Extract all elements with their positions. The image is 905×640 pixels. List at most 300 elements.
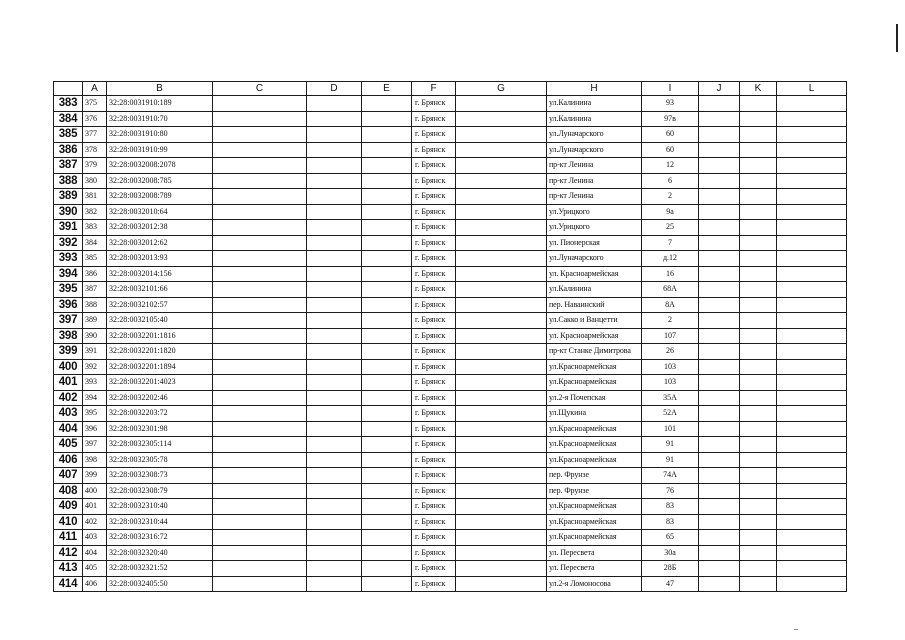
- cell-a[interactable]: 391: [83, 344, 107, 360]
- cell-g[interactable]: [456, 390, 547, 406]
- cell-h-street[interactable]: ул.Красноармейская: [547, 452, 642, 468]
- cell-g[interactable]: [456, 514, 547, 530]
- cell-e[interactable]: [362, 220, 412, 236]
- row-number-cell[interactable]: 408: [54, 483, 83, 499]
- cell-g[interactable]: [456, 220, 547, 236]
- cell-g[interactable]: [456, 576, 547, 592]
- row-number-cell[interactable]: 396: [54, 297, 83, 313]
- cell-f-city[interactable]: г. Брянск: [412, 127, 456, 143]
- cell-e[interactable]: [362, 189, 412, 205]
- cell-g[interactable]: [456, 266, 547, 282]
- cell-a[interactable]: 386: [83, 266, 107, 282]
- cell-k[interactable]: [740, 468, 777, 484]
- row-number-cell[interactable]: 403: [54, 406, 83, 422]
- cell-d[interactable]: [307, 127, 362, 143]
- cell-e[interactable]: [362, 111, 412, 127]
- cell-b-cadastral-number[interactable]: 32:28:0032305:114: [107, 437, 213, 453]
- cell-l[interactable]: [777, 96, 847, 112]
- cell-c[interactable]: [213, 375, 307, 391]
- cell-g[interactable]: [456, 344, 547, 360]
- cell-c[interactable]: [213, 328, 307, 344]
- cell-a[interactable]: 393: [83, 375, 107, 391]
- cell-f-city[interactable]: г. Брянск: [412, 468, 456, 484]
- cell-b-cadastral-number[interactable]: 32:28:0032320:40: [107, 545, 213, 561]
- cell-i-house[interactable]: 83: [642, 514, 699, 530]
- cell-a[interactable]: 384: [83, 235, 107, 251]
- cell-f-city[interactable]: г. Брянск: [412, 576, 456, 592]
- cell-e[interactable]: [362, 483, 412, 499]
- cell-f-city[interactable]: г. Брянск: [412, 96, 456, 112]
- cell-h-street[interactable]: пр-кт Станке Димитрова: [547, 344, 642, 360]
- cell-h-street[interactable]: пр-кт Ленина: [547, 173, 642, 189]
- cell-c[interactable]: [213, 406, 307, 422]
- cell-h-street[interactable]: ул.Красноармейская: [547, 375, 642, 391]
- cell-h-street[interactable]: ул.Щукина: [547, 406, 642, 422]
- row-number-cell[interactable]: 398: [54, 328, 83, 344]
- cell-l[interactable]: [777, 499, 847, 515]
- cell-j[interactable]: [699, 359, 740, 375]
- column-header-b[interactable]: B: [107, 82, 213, 96]
- cell-e[interactable]: [362, 576, 412, 592]
- cell-b-cadastral-number[interactable]: 32:28:0032101:66: [107, 282, 213, 298]
- cell-i-house[interactable]: 60: [642, 127, 699, 143]
- cell-l[interactable]: [777, 220, 847, 236]
- cell-g[interactable]: [456, 375, 547, 391]
- cell-c[interactable]: [213, 530, 307, 546]
- cell-l[interactable]: [777, 158, 847, 174]
- cell-j[interactable]: [699, 313, 740, 329]
- cell-k[interactable]: [740, 359, 777, 375]
- row-number-cell[interactable]: 395: [54, 282, 83, 298]
- cell-d[interactable]: [307, 313, 362, 329]
- cell-b-cadastral-number[interactable]: 32:28:0032321:52: [107, 561, 213, 577]
- cell-e[interactable]: [362, 452, 412, 468]
- cell-k[interactable]: [740, 576, 777, 592]
- cell-a[interactable]: 403: [83, 530, 107, 546]
- cell-i-house[interactable]: 107: [642, 328, 699, 344]
- cell-k[interactable]: [740, 328, 777, 344]
- cell-f-city[interactable]: г. Брянск: [412, 437, 456, 453]
- cell-i-house[interactable]: 26: [642, 344, 699, 360]
- cell-h-street[interactable]: ул. Пионерская: [547, 235, 642, 251]
- cell-j[interactable]: [699, 189, 740, 205]
- column-header-l[interactable]: L: [777, 82, 847, 96]
- cell-j[interactable]: [699, 328, 740, 344]
- cell-j[interactable]: [699, 142, 740, 158]
- cell-a[interactable]: 381: [83, 189, 107, 205]
- cell-g[interactable]: [456, 468, 547, 484]
- row-number-cell[interactable]: 391: [54, 220, 83, 236]
- cell-l[interactable]: [777, 514, 847, 530]
- cell-h-street[interactable]: ул.Красноармейская: [547, 421, 642, 437]
- row-number-cell[interactable]: 384: [54, 111, 83, 127]
- cell-l[interactable]: [777, 576, 847, 592]
- cell-i-house[interactable]: 8А: [642, 297, 699, 313]
- cell-g[interactable]: [456, 452, 547, 468]
- cell-k[interactable]: [740, 158, 777, 174]
- row-number-cell[interactable]: 399: [54, 344, 83, 360]
- cell-i-house[interactable]: 83: [642, 499, 699, 515]
- cell-a[interactable]: 401: [83, 499, 107, 515]
- cell-i-house[interactable]: 47: [642, 576, 699, 592]
- cell-h-street[interactable]: ул.Красноармейская: [547, 530, 642, 546]
- cell-g[interactable]: [456, 127, 547, 143]
- cell-l[interactable]: [777, 530, 847, 546]
- cell-e[interactable]: [362, 545, 412, 561]
- cell-k[interactable]: [740, 561, 777, 577]
- cell-d[interactable]: [307, 189, 362, 205]
- cell-i-house[interactable]: 65: [642, 530, 699, 546]
- cell-e[interactable]: [362, 328, 412, 344]
- cell-i-house[interactable]: 28Б: [642, 561, 699, 577]
- cell-e[interactable]: [362, 530, 412, 546]
- cell-c[interactable]: [213, 468, 307, 484]
- row-number-cell[interactable]: 383: [54, 96, 83, 112]
- cell-j[interactable]: [699, 251, 740, 267]
- cell-f-city[interactable]: г. Брянск: [412, 514, 456, 530]
- cell-c[interactable]: [213, 483, 307, 499]
- cell-i-house[interactable]: 30а: [642, 545, 699, 561]
- cell-d[interactable]: [307, 576, 362, 592]
- cell-k[interactable]: [740, 514, 777, 530]
- cell-g[interactable]: [456, 189, 547, 205]
- cell-h-street[interactable]: ул. Пересвета: [547, 561, 642, 577]
- cell-i-house[interactable]: 6: [642, 173, 699, 189]
- cell-f-city[interactable]: г. Брянск: [412, 483, 456, 499]
- cell-k[interactable]: [740, 220, 777, 236]
- cell-a[interactable]: 387: [83, 282, 107, 298]
- cell-i-house[interactable]: 60: [642, 142, 699, 158]
- cell-f-city[interactable]: г. Брянск: [412, 313, 456, 329]
- cell-f-city[interactable]: г. Брянск: [412, 406, 456, 422]
- cell-k[interactable]: [740, 344, 777, 360]
- cell-a[interactable]: 375: [83, 96, 107, 112]
- cell-h-street[interactable]: ул.Калинина: [547, 282, 642, 298]
- cell-j[interactable]: [699, 375, 740, 391]
- cell-e[interactable]: [362, 282, 412, 298]
- cell-f-city[interactable]: г. Брянск: [412, 111, 456, 127]
- cell-g[interactable]: [456, 530, 547, 546]
- cell-a[interactable]: 379: [83, 158, 107, 174]
- cell-d[interactable]: [307, 220, 362, 236]
- cell-b-cadastral-number[interactable]: 32:28:0032202:46: [107, 390, 213, 406]
- cell-j[interactable]: [699, 235, 740, 251]
- cell-d[interactable]: [307, 328, 362, 344]
- cell-a[interactable]: 396: [83, 421, 107, 437]
- cell-d[interactable]: [307, 483, 362, 499]
- row-number-cell[interactable]: 404: [54, 421, 83, 437]
- cell-h-street[interactable]: ул.Луначарского: [547, 127, 642, 143]
- cell-b-cadastral-number[interactable]: 32:28:0031910:70: [107, 111, 213, 127]
- cell-k[interactable]: [740, 375, 777, 391]
- cell-d[interactable]: [307, 421, 362, 437]
- cell-j[interactable]: [699, 220, 740, 236]
- cell-a[interactable]: 382: [83, 204, 107, 220]
- column-header-a[interactable]: A: [83, 82, 107, 96]
- cell-g[interactable]: [456, 142, 547, 158]
- cell-d[interactable]: [307, 545, 362, 561]
- cell-k[interactable]: [740, 173, 777, 189]
- cell-b-cadastral-number[interactable]: 32:28:0032308:79: [107, 483, 213, 499]
- cell-c[interactable]: [213, 282, 307, 298]
- column-header-e[interactable]: E: [362, 82, 412, 96]
- cell-f-city[interactable]: г. Брянск: [412, 390, 456, 406]
- cell-f-city[interactable]: г. Брянск: [412, 344, 456, 360]
- cell-l[interactable]: [777, 111, 847, 127]
- cell-a[interactable]: 399: [83, 468, 107, 484]
- cell-l[interactable]: [777, 468, 847, 484]
- cell-f-city[interactable]: г. Брянск: [412, 328, 456, 344]
- cell-b-cadastral-number[interactable]: 32:28:0032305:78: [107, 452, 213, 468]
- cell-b-cadastral-number[interactable]: 32:28:0032201:4023: [107, 375, 213, 391]
- row-number-cell[interactable]: 407: [54, 468, 83, 484]
- cell-h-street[interactable]: пр-кт Ленина: [547, 158, 642, 174]
- cell-b-cadastral-number[interactable]: 32:28:0032201:1816: [107, 328, 213, 344]
- cell-i-house[interactable]: 103: [642, 375, 699, 391]
- cell-i-house[interactable]: 93: [642, 96, 699, 112]
- cell-g[interactable]: [456, 158, 547, 174]
- cell-d[interactable]: [307, 468, 362, 484]
- cell-f-city[interactable]: г. Брянск: [412, 189, 456, 205]
- cell-e[interactable]: [362, 561, 412, 577]
- column-header-g[interactable]: G: [456, 82, 547, 96]
- cell-i-house[interactable]: 91: [642, 452, 699, 468]
- cell-g[interactable]: [456, 204, 547, 220]
- cell-d[interactable]: [307, 251, 362, 267]
- cell-h-street[interactable]: пер. Фрунзе: [547, 483, 642, 499]
- cell-f-city[interactable]: г. Брянск: [412, 545, 456, 561]
- cell-c[interactable]: [213, 173, 307, 189]
- cell-e[interactable]: [362, 158, 412, 174]
- cell-k[interactable]: [740, 452, 777, 468]
- cell-e[interactable]: [362, 468, 412, 484]
- row-number-cell[interactable]: 410: [54, 514, 83, 530]
- cell-j[interactable]: [699, 204, 740, 220]
- cell-i-house[interactable]: 97в: [642, 111, 699, 127]
- cell-f-city[interactable]: г. Брянск: [412, 173, 456, 189]
- cell-f-city[interactable]: г. Брянск: [412, 452, 456, 468]
- cell-g[interactable]: [456, 406, 547, 422]
- cell-e[interactable]: [362, 235, 412, 251]
- cell-j[interactable]: [699, 344, 740, 360]
- cell-h-street[interactable]: пер. Фрунзе: [547, 468, 642, 484]
- cell-g[interactable]: [456, 421, 547, 437]
- cell-a[interactable]: 392: [83, 359, 107, 375]
- cell-d[interactable]: [307, 297, 362, 313]
- cell-l[interactable]: [777, 297, 847, 313]
- cell-h-street[interactable]: ул. Красноармейская: [547, 266, 642, 282]
- cell-k[interactable]: [740, 282, 777, 298]
- cell-a[interactable]: 395: [83, 406, 107, 422]
- cell-a[interactable]: 405: [83, 561, 107, 577]
- cell-b-cadastral-number[interactable]: 32:28:0032201:1894: [107, 359, 213, 375]
- cell-k[interactable]: [740, 266, 777, 282]
- cell-j[interactable]: [699, 173, 740, 189]
- cell-i-house[interactable]: 2: [642, 189, 699, 205]
- row-number-cell[interactable]: 413: [54, 561, 83, 577]
- cell-b-cadastral-number[interactable]: 32:28:0032102:57: [107, 297, 213, 313]
- cell-g[interactable]: [456, 313, 547, 329]
- cell-a[interactable]: 406: [83, 576, 107, 592]
- column-header-k[interactable]: K: [740, 82, 777, 96]
- cell-a[interactable]: 394: [83, 390, 107, 406]
- cell-l[interactable]: [777, 406, 847, 422]
- cell-i-house[interactable]: 35А: [642, 390, 699, 406]
- cell-g[interactable]: [456, 297, 547, 313]
- cell-d[interactable]: [307, 530, 362, 546]
- cell-k[interactable]: [740, 390, 777, 406]
- cell-e[interactable]: [362, 344, 412, 360]
- cell-l[interactable]: [777, 235, 847, 251]
- cell-c[interactable]: [213, 452, 307, 468]
- row-number-cell[interactable]: 390: [54, 204, 83, 220]
- cell-k[interactable]: [740, 499, 777, 515]
- cell-d[interactable]: [307, 142, 362, 158]
- cell-c[interactable]: [213, 189, 307, 205]
- row-number-cell[interactable]: 388: [54, 173, 83, 189]
- cell-h-street[interactable]: ул.2-я Ломоносова: [547, 576, 642, 592]
- cell-e[interactable]: [362, 266, 412, 282]
- cell-c[interactable]: [213, 158, 307, 174]
- cell-a[interactable]: 385: [83, 251, 107, 267]
- row-number-cell[interactable]: 411: [54, 530, 83, 546]
- cell-f-city[interactable]: г. Брянск: [412, 204, 456, 220]
- cell-a[interactable]: 404: [83, 545, 107, 561]
- row-number-cell[interactable]: 387: [54, 158, 83, 174]
- cell-h-street[interactable]: ул.Сакко и Ванцетти: [547, 313, 642, 329]
- row-number-cell[interactable]: 386: [54, 142, 83, 158]
- cell-f-city[interactable]: г. Брянск: [412, 499, 456, 515]
- cell-i-house[interactable]: 12: [642, 158, 699, 174]
- cell-j[interactable]: [699, 499, 740, 515]
- cell-b-cadastral-number[interactable]: 32:28:0032012:38: [107, 220, 213, 236]
- cell-k[interactable]: [740, 235, 777, 251]
- cell-e[interactable]: [362, 313, 412, 329]
- cell-b-cadastral-number[interactable]: 32:28:0032203:72: [107, 406, 213, 422]
- row-number-cell[interactable]: 394: [54, 266, 83, 282]
- cell-e[interactable]: [362, 96, 412, 112]
- corner-header-cell[interactable]: [54, 82, 83, 96]
- cell-l[interactable]: [777, 437, 847, 453]
- cell-g[interactable]: [456, 251, 547, 267]
- row-number-cell[interactable]: 400: [54, 359, 83, 375]
- cell-b-cadastral-number[interactable]: 32:28:0032013:93: [107, 251, 213, 267]
- cell-e[interactable]: [362, 406, 412, 422]
- cell-b-cadastral-number[interactable]: 32:28:0032008:785: [107, 173, 213, 189]
- cell-b-cadastral-number[interactable]: 32:28:0032301:98: [107, 421, 213, 437]
- cell-c[interactable]: [213, 220, 307, 236]
- column-header-j[interactable]: J: [699, 82, 740, 96]
- cell-i-house[interactable]: 76: [642, 483, 699, 499]
- cell-h-street[interactable]: пер. Наваинский: [547, 297, 642, 313]
- cell-j[interactable]: [699, 437, 740, 453]
- cell-l[interactable]: [777, 204, 847, 220]
- cell-e[interactable]: [362, 142, 412, 158]
- column-header-c[interactable]: C: [213, 82, 307, 96]
- row-number-cell[interactable]: 406: [54, 452, 83, 468]
- cell-k[interactable]: [740, 545, 777, 561]
- cell-d[interactable]: [307, 437, 362, 453]
- row-number-cell[interactable]: 401: [54, 375, 83, 391]
- cell-j[interactable]: [699, 390, 740, 406]
- cell-c[interactable]: [213, 313, 307, 329]
- cell-k[interactable]: [740, 142, 777, 158]
- cell-f-city[interactable]: г. Брянск: [412, 266, 456, 282]
- cell-c[interactable]: [213, 251, 307, 267]
- cell-k[interactable]: [740, 96, 777, 112]
- cell-d[interactable]: [307, 359, 362, 375]
- cell-j[interactable]: [699, 545, 740, 561]
- cell-e[interactable]: [362, 359, 412, 375]
- cell-d[interactable]: [307, 158, 362, 174]
- cell-c[interactable]: [213, 576, 307, 592]
- cell-j[interactable]: [699, 266, 740, 282]
- cell-h-street[interactable]: пр-кт Ленина: [547, 189, 642, 205]
- cell-l[interactable]: [777, 390, 847, 406]
- cell-c[interactable]: [213, 111, 307, 127]
- cell-l[interactable]: [777, 328, 847, 344]
- cell-d[interactable]: [307, 499, 362, 515]
- cell-i-house[interactable]: 103: [642, 359, 699, 375]
- cell-h-street[interactable]: ул. Красноармейская: [547, 328, 642, 344]
- cell-e[interactable]: [362, 375, 412, 391]
- cell-l[interactable]: [777, 142, 847, 158]
- cell-b-cadastral-number[interactable]: 32:28:0032010:64: [107, 204, 213, 220]
- cell-a[interactable]: 380: [83, 173, 107, 189]
- cell-k[interactable]: [740, 111, 777, 127]
- cell-h-street[interactable]: ул.Калинина: [547, 96, 642, 112]
- cell-f-city[interactable]: г. Брянск: [412, 158, 456, 174]
- row-number-cell[interactable]: 397: [54, 313, 83, 329]
- cell-c[interactable]: [213, 204, 307, 220]
- cell-l[interactable]: [777, 127, 847, 143]
- cell-h-street[interactable]: ул.Калинина: [547, 111, 642, 127]
- cell-l[interactable]: [777, 189, 847, 205]
- cell-b-cadastral-number[interactable]: 32:28:0032014:156: [107, 266, 213, 282]
- cell-b-cadastral-number[interactable]: 32:28:0032308:73: [107, 468, 213, 484]
- cell-f-city[interactable]: г. Брянск: [412, 251, 456, 267]
- cell-j[interactable]: [699, 452, 740, 468]
- cell-a[interactable]: 377: [83, 127, 107, 143]
- row-number-cell[interactable]: 405: [54, 437, 83, 453]
- column-header-i[interactable]: I: [642, 82, 699, 96]
- cell-d[interactable]: [307, 514, 362, 530]
- cell-j[interactable]: [699, 483, 740, 499]
- row-number-cell[interactable]: 392: [54, 235, 83, 251]
- cell-f-city[interactable]: г. Брянск: [412, 530, 456, 546]
- cell-h-street[interactable]: ул.Луначарского: [547, 142, 642, 158]
- cell-g[interactable]: [456, 328, 547, 344]
- cell-k[interactable]: [740, 251, 777, 267]
- cell-i-house[interactable]: 16: [642, 266, 699, 282]
- cell-k[interactable]: [740, 189, 777, 205]
- cell-e[interactable]: [362, 173, 412, 189]
- column-header-f[interactable]: F: [412, 82, 456, 96]
- cell-g[interactable]: [456, 111, 547, 127]
- cell-k[interactable]: [740, 313, 777, 329]
- cell-f-city[interactable]: г. Брянск: [412, 297, 456, 313]
- cell-l[interactable]: [777, 452, 847, 468]
- cell-c[interactable]: [213, 545, 307, 561]
- cell-a[interactable]: 378: [83, 142, 107, 158]
- cell-l[interactable]: [777, 282, 847, 298]
- cell-h-street[interactable]: ул.Урицкого: [547, 220, 642, 236]
- cell-f-city[interactable]: г. Брянск: [412, 421, 456, 437]
- cell-i-house[interactable]: 7: [642, 235, 699, 251]
- cell-b-cadastral-number[interactable]: 32:28:0032008:2078: [107, 158, 213, 174]
- cell-j[interactable]: [699, 406, 740, 422]
- cell-j[interactable]: [699, 514, 740, 530]
